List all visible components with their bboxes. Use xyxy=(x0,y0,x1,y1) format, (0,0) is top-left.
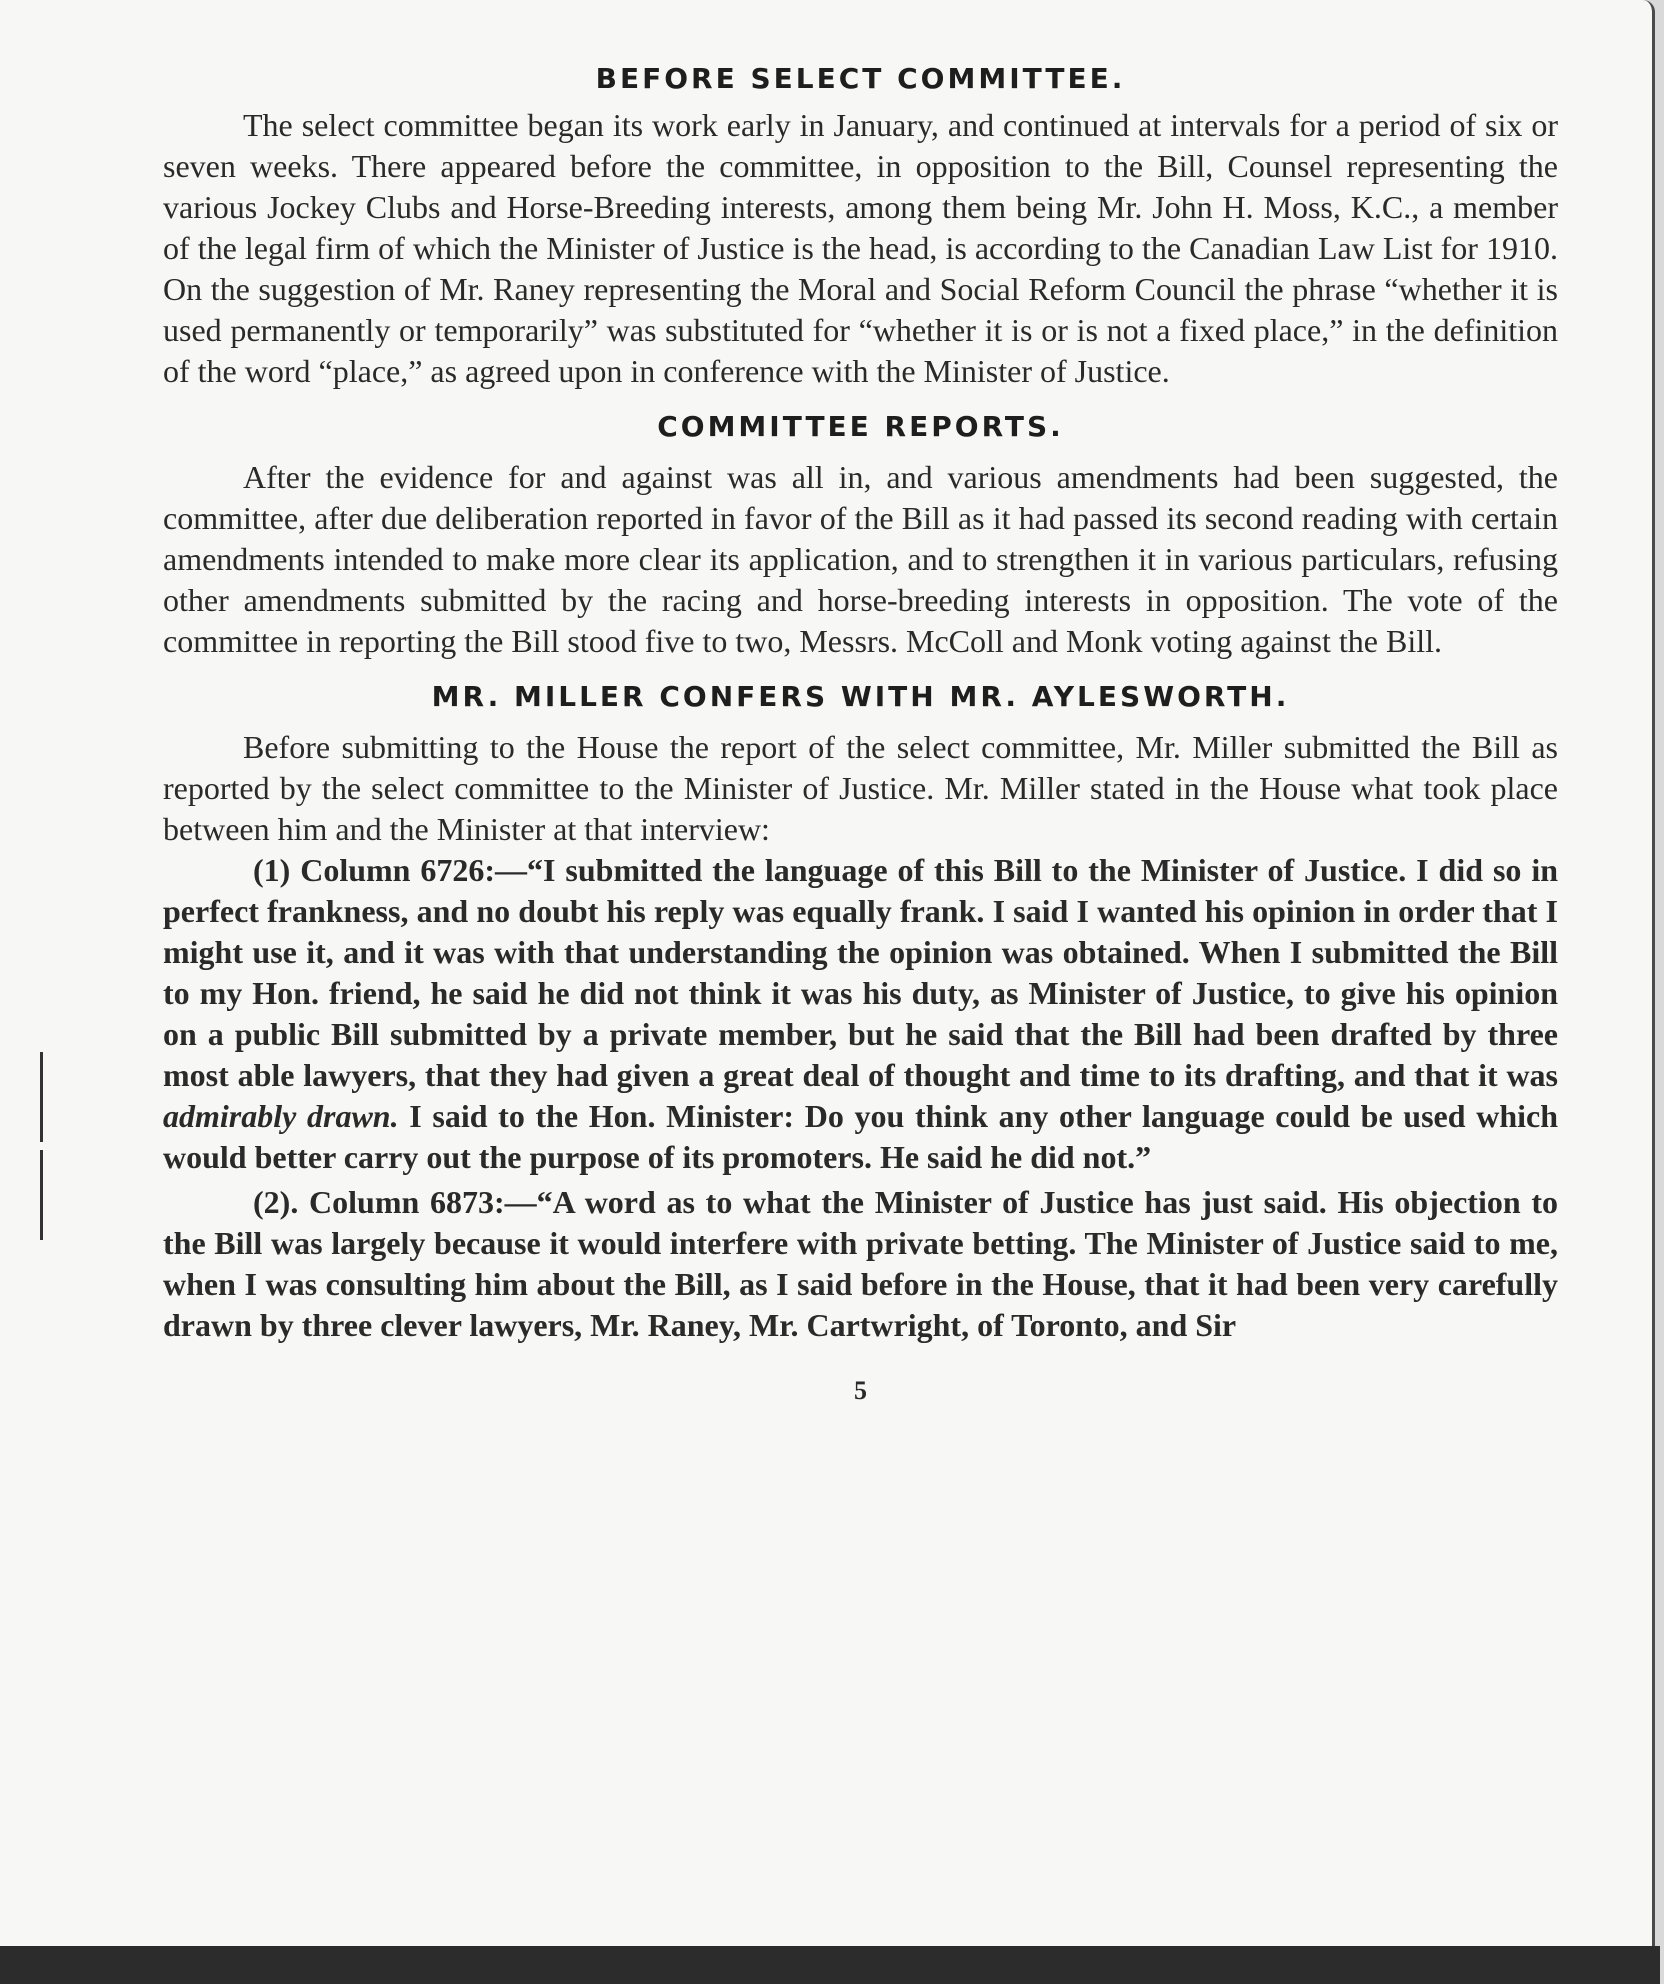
page-edge-shadow xyxy=(0,1946,1660,1984)
paragraph-select-committee: The select committee began its work early in January, and continued at intervals for a period of six or seven weeks. There appeared before the committee, in opposition to the Bill, Counsel representing the various Jockey Clubs and Horse-Breeding interests, among them being Mr. John H. Moss, K.C., a member of the legal firm of which the Minister of Justice is the head, is according to the Canadian Law List for 1910. On the suggestion of Mr. Raney representing the Moral and Social Reform Council the phrase “whether it is used permanently or temporarily” was substituted for “whether it is or is not a fixed place,” in the definition of the word “place,” as agreed upon in conference with the Minister of Justice. xyxy=(163,107,1558,389)
section-heading-miller-confers: MR. MILLER CONFERS WITH MR. AYLESWORTH. xyxy=(431,680,1290,713)
page-content xyxy=(163,62,1558,1406)
margin-mark xyxy=(40,1150,43,1240)
quote1-text-b: I said to the Hon. Minister: Do you think any other language could be used which would better carry out the purpose of its promoters. He said he did not.” xyxy=(163,1098,1559,1175)
section-heading-before-select-committee: BEFORE SELECT COMMITTEE. xyxy=(595,62,1126,95)
quote1-text-a: (1) Column 6726:—“I submitted the language of this Bill to the Minister of Justice. I did so in perfect frankness, and no doubt his reply was equally frank. I said I wanted his opinion in order that I might use it, and it was with that understanding the opinion was obtained. When I submitted the Bill to my Hon. friend, he said he did not think it was his duty, as Minister of Justice, to give his opinion on a public Bill submitted by a private member, but he said that the Bill had been drafted by three most able lawyers, that they had given a great deal of thought and time to its drafting, and that it was xyxy=(163,852,1558,1093)
margin-mark xyxy=(40,1052,43,1142)
quote-column-6726 xyxy=(163,850,1558,1178)
quote1-italic: admirably drawn. xyxy=(163,1098,399,1134)
page-number: 5 xyxy=(854,1376,867,1405)
quote-column-6873: (2). Column 6873:—“A word as to what the Minister of Justice has just said. His objection to the Bill was largely because it would interfere with private betting. The Minister of Justice said to me, when I was consulting him about the Bill, as I said before in the House, that it had been very carefully drawn by three clever lawyers, Mr. Raney, Mr. Cartwright, of Toronto, and Sir xyxy=(163,1184,1558,1343)
section-heading-committee-reports: COMMITTEE REPORTS. xyxy=(657,410,1064,443)
paragraph-miller-confers: Before submitting to the House the report of the select committee, Mr. Miller submitted the Bill as reported by the select committee to the Minister of Justice. Mr. Miller stated in the House what took place between him and the Minister at that interview: xyxy=(163,729,1558,847)
paragraph-committee-reports: After the evidence for and against was all in, and various amendments had been suggested, the committee, after due deliberation reported in favor of the Bill as it had passed its second reading with certain amendments intended to make more clear its application, and to strengthen it in various particulars, refusing other amendments submitted by the racing and horse-breeding interests in opposition. The vote of the committee in reporting the Bill stood five to two, Messrs. McColl and Monk voting against the Bill. xyxy=(163,459,1558,659)
